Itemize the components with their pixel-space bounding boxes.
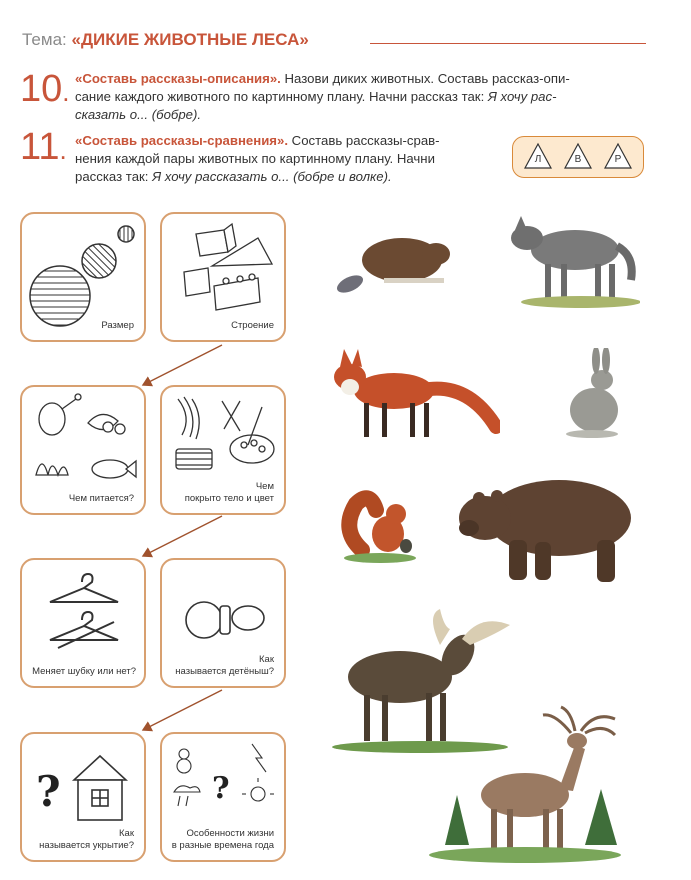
plan-card-baby: [160, 558, 286, 688]
wolf-icon: [505, 210, 640, 310]
caption-line: Размер: [101, 320, 134, 331]
bear-icon: [455, 470, 640, 590]
caption-line: называется укрытие?: [39, 840, 134, 851]
task-10-title: «Составь рассказы-описания».: [75, 71, 281, 86]
question-mark: ?: [36, 767, 61, 816]
plan-card-food: [20, 385, 146, 515]
task-11-title: «Составь рассказы-сравнения».: [75, 133, 289, 148]
caption-line: Чем питается?: [68, 493, 134, 504]
caption-line: в разные времена года: [171, 840, 274, 851]
plan-card-seasons: [160, 732, 286, 862]
plan-card-shelter: [20, 732, 146, 862]
task-10-line2: сание каждого животного по картинному плану. Начни рассказ так:: [75, 89, 488, 104]
caption-line: покрыто тело и цвет: [184, 493, 274, 504]
task-number-text: 11: [20, 126, 60, 168]
plan-card-caption: [39, 828, 134, 852]
topic-title: «ДИКИЕ ЖИВОТНЫЕ ЛЕСА»: [71, 30, 309, 49]
plan-card-caption: [185, 481, 274, 505]
plan-card-fur: [160, 385, 286, 515]
caption-line: Особенности жизни: [186, 828, 274, 839]
plan-card-caption: [101, 320, 134, 332]
caption-line: Как: [259, 654, 274, 665]
legend-letter: Л: [534, 154, 542, 165]
task-11-italic: Я хочу рассказать о... (бобре и волке).: [152, 169, 392, 184]
caption-line: Чем: [255, 481, 274, 492]
caption-line: Строение: [231, 320, 274, 331]
plan-card-caption: [231, 320, 274, 332]
question-mark: ?: [212, 771, 230, 806]
plan-card-size: [20, 212, 146, 342]
caption-line: называется детёныш?: [175, 666, 274, 677]
hare-icon: [558, 348, 628, 443]
deer-icon: [425, 705, 625, 865]
task-number-dot: .: [59, 135, 67, 165]
task-11-line3: рассказ так:: [75, 169, 153, 184]
task-11-line2: нения каждой пары животных по картинному плану. Начни: [75, 151, 435, 166]
squirrel-icon: [340, 490, 420, 565]
plan-card-structure: [160, 212, 286, 342]
plan-card-hanger: [20, 558, 146, 688]
plan-card-caption: [172, 828, 274, 852]
task-10-line1: Назови диких животных. Составь рассказ-опи-: [280, 71, 570, 86]
beaver-icon: [332, 222, 452, 302]
fox-icon: [330, 345, 500, 445]
topic-label: Тема:: [22, 30, 67, 49]
task-number-text: 10: [20, 68, 63, 110]
legend-letter: Р: [614, 154, 622, 165]
plan-card-caption: [69, 493, 134, 505]
caption-line: Как: [119, 828, 134, 839]
task-number-dot: .: [62, 77, 70, 107]
task-11-line1: Составь рассказы-срав-: [288, 133, 440, 148]
task-10-italic2: сказать о... (бобре).: [75, 107, 202, 122]
plan-card-caption: [175, 654, 274, 678]
caption-line: Меняет шубку или нет?: [32, 666, 136, 677]
plan-card-caption: [32, 666, 136, 678]
legend-letter: В: [574, 154, 582, 165]
task-10-italic1: Я хочу рас-: [487, 89, 557, 104]
